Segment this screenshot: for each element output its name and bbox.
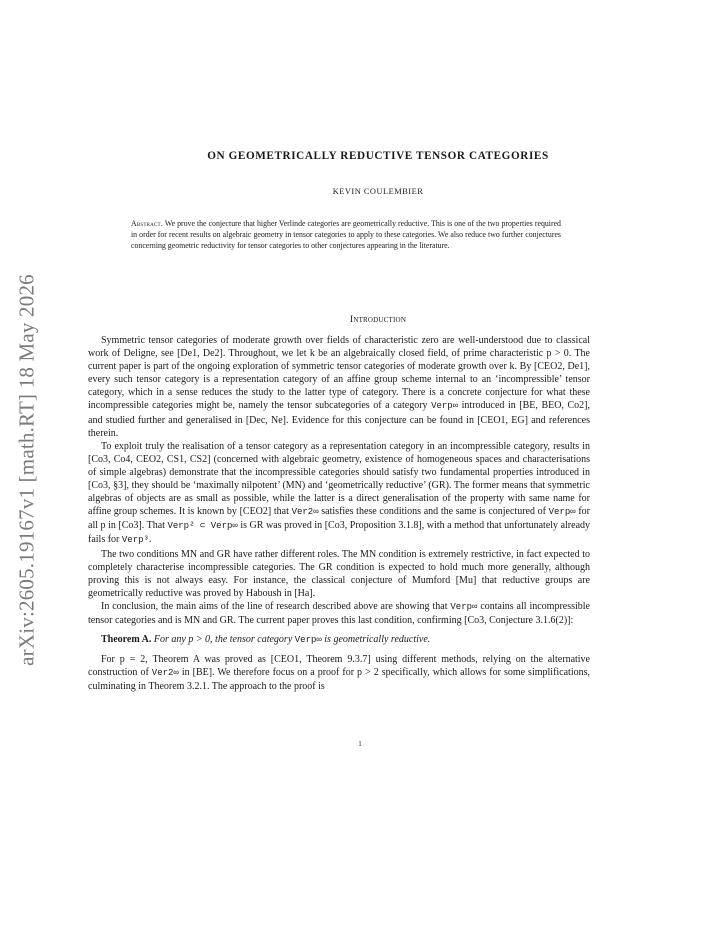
verlinde-category: Verp∞ xyxy=(450,601,478,612)
paper-title: ON GEOMETRICALLY REDUCTIVE TENSOR CATEGORIES xyxy=(207,150,549,162)
verlinde-category: Verp∞ xyxy=(294,635,322,646)
paragraph-text: contains all incompressible tensor categories and is MN and GR. The current paper proves this last condition, confirming [Co3, Conjecture 3.1.6(2)]: xyxy=(88,600,591,626)
theorem-a xyxy=(88,633,590,647)
theorem-text: For any p > 0, the tensor category xyxy=(153,634,295,646)
paragraph-text: for all p in [Co3]. That xyxy=(88,506,590,532)
body-text xyxy=(88,334,590,693)
theorem-label: Theorem A. xyxy=(101,634,152,646)
abstract-heading: Abstract. xyxy=(131,219,163,228)
verlinde-category: Ver2∞ xyxy=(291,507,319,518)
paragraph-text: To exploit truly the realisation of a tensor category as a representation category in an incompressible category, results in [Co3, Co4, CEO2, CS1, CS2] (concerned with algebraic geometry, existence of homogeneous spaces and characterisations of simple algebras) demonstrate that the incompressible categories should satisfy two fundamental properties introduced in [Co3, §3], they should be ‘maximally nilpotent’ (MN) and ‘geometrically reductive’ (GR). The former means that symmetric algebras of objects are as small as possible, while the latter is a direct generalisation of the property with same name for affine group schemes. It is known by [CEO2] that xyxy=(88,440,590,518)
abstract xyxy=(131,219,561,252)
paragraph-text: in [BE]. We therefore focus on a proof for p > 2 specifically, which allows for some simplifications, culminating in Theorem 3.2.1. The approach to the proof is xyxy=(88,667,590,693)
verlinde-category: Ver2∞ xyxy=(151,668,179,679)
paragraph-text: introduced in [BE, BEO, Co2], and studied further and generalised in [Dec, Ne]. Evidence for this conjecture can be found in [CEO1, EG] and references therein. xyxy=(88,400,590,439)
paragraph-2 xyxy=(88,440,590,548)
paragraph-3: The two conditions MN and GR have rather different roles. The MN condition is extremely restrictive, in fact expected to completely characterise incompressible categories. The GR condition is expected to hold much more generally, although proving this is not always easy. For instance, the classical conjecture of Mumford [Mu] that reductive groups are geometrically reductive was proved by Haboush in [Ha]. xyxy=(88,548,590,599)
theorem-text: is geometrically reductive. xyxy=(321,634,431,646)
abstract-text: We prove the conjecture that higher Verlinde categories are geometrically reductive. This is one of the two properties required in order for recent results on algebraic geometry in tensor categories to apply to these categories. We also reduce two further conjectures concerning geometric reductivity for tensor categories to other conjectures appearing in the literature. xyxy=(131,219,561,250)
verlinde-category: Verp∞ xyxy=(431,401,459,412)
verlinde-category: Verp² ⊂ Verp∞ xyxy=(167,521,238,532)
paragraph-4 xyxy=(88,600,590,627)
paragraph-text: . xyxy=(148,534,152,546)
paragraph-text: Symmetric tensor categories of moderate growth over fields of characteristic zero are well-understood due to classical work of Deligne, see [De1, De2]. Throughout, we let k be an algebraically closed field, of prime characteristic p > 0. The current paper is part of the ongoing exploration of symmetric tensor categories of moderate growth over k. By [CEO2, De1], every such tensor category is a representation category of an affine group scheme internal to an ‘incompressible’ tensor category, which in a sense reduces the study to the latter type of category. There is a concrete conjecture for what these incompressible categories might be, namely the tensor subcategories of a category xyxy=(88,335,590,412)
verlinde-category: Verp∞ xyxy=(548,507,576,518)
paragraph-text: In conclusion, the main aims of the line of research described above are showing that xyxy=(101,600,451,612)
paragraph-5 xyxy=(88,653,590,693)
page-number: 1 xyxy=(358,740,362,748)
arxiv-sidebar xyxy=(2,250,52,690)
arxiv-identifier[interactable]: arXiv:2605.19167v1 [math.RT] 18 May 2026 xyxy=(14,274,39,666)
paragraph-1 xyxy=(88,334,590,440)
paragraph-text: satisfies these conditions and the same is conjectured of xyxy=(318,506,549,518)
verlinde-category: Verp³ xyxy=(121,535,149,546)
section-title: Introduction xyxy=(349,314,407,325)
paragraph-text: is GR was proved in [Co3, Proposition 3.1.8], with a method that unfortunately already fails for xyxy=(88,520,591,546)
paragraph-text: For p = 2, Theorem A was proved as [CEO1, Theorem 9.3.7] using different methods, relying on the alternative construction of xyxy=(88,654,590,679)
paper-author: KEVIN COULEMBIER xyxy=(332,187,424,196)
